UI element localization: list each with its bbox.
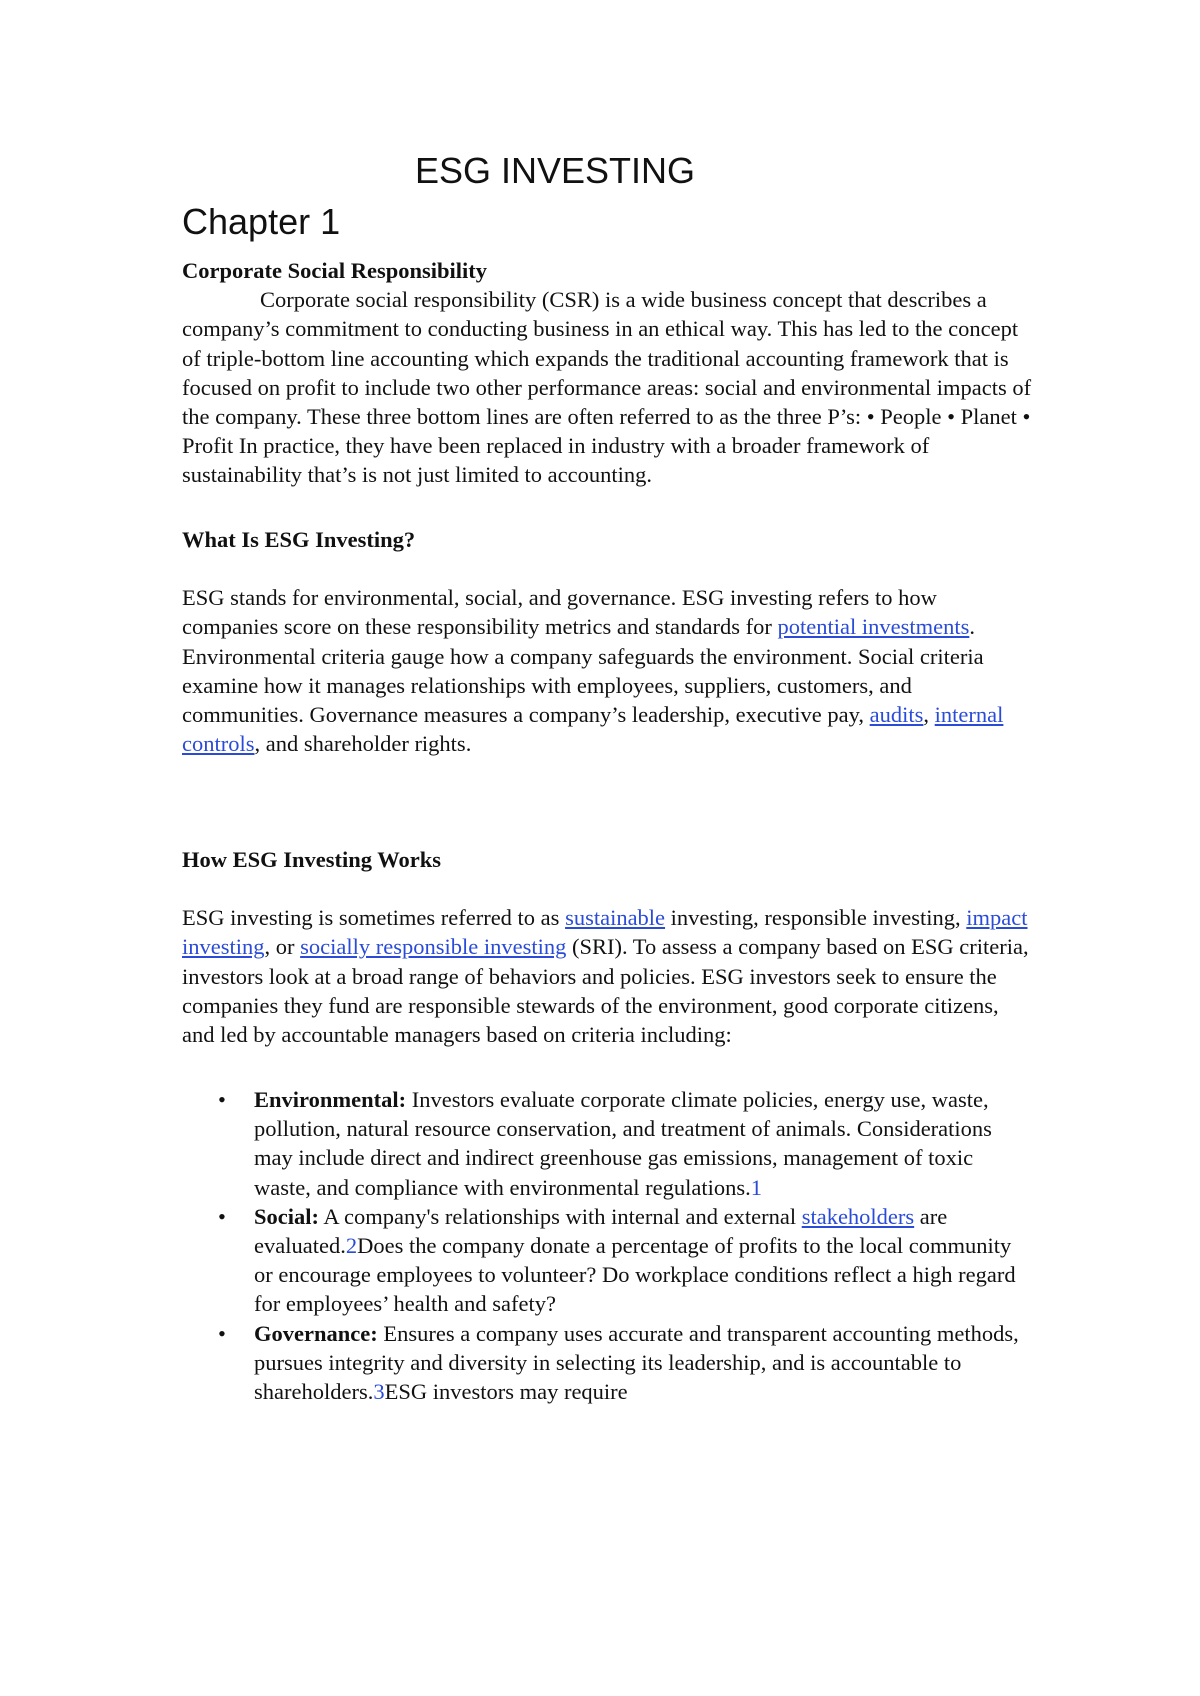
what-text-1: ESG stands for environmental, social, and governance. ESG investing refers to how companies score on these responsibility metrics and standards for: [182, 585, 937, 640]
what-text-4: , and shareholder rights.: [254, 731, 472, 757]
csr-section: [182, 256, 1032, 490]
impact-investing-link[interactable]: impact investing: [182, 905, 1028, 960]
footnote-ref-1[interactable]: 1: [750, 1174, 762, 1200]
potential-investments-link[interactable]: potential investments: [777, 614, 970, 640]
footnote-ref-3[interactable]: 3: [373, 1379, 385, 1405]
internal-controls-link[interactable]: internal controls: [182, 702, 1004, 757]
environmental-text: Investors evaluate corporate climate policies, energy use, waste, pollution, natural resource conservation, and treatment of animals. Considerations may include direct and indirect greenhouse gas emissions, management of toxic waste, and compliance with environmental regulations.: [254, 1087, 992, 1200]
criteria-list: [182, 1085, 1032, 1406]
criteria-list-section: [182, 1085, 1032, 1406]
list-item-social: [182, 1202, 1032, 1319]
social-text-3: Does the company donate a percentage of profits to the local community or encourage employees to volunteer? Do workplace conditions reflect a high regard for employees’ health and safety?: [254, 1233, 1016, 1317]
what-paragraph: [182, 583, 1032, 758]
sustainable-link[interactable]: sustainable: [565, 905, 666, 931]
how-heading: How ESG Investing Works: [182, 847, 442, 872]
bullet-icon: •: [218, 1203, 226, 1229]
social-text-2: are evaluated.: [254, 1203, 948, 1259]
csr-body-text: Corporate social responsibility (CSR) is a wide business concept that describes a company’s commitment to conducting business in an ethical way. This has led to the concept of triple-bottom line accounting which expands the traditional accounting framework that is focused on profit to include two other performance areas: social and environmental impacts of the company. These three bottom lines are often referred to as the three P’s: • People • Planet • Profit In practice, they have been replaced in industry with a broader framework of sustainability that’s is not just limited to accounting.: [182, 287, 1032, 488]
governance-label: Governance:: [254, 1320, 378, 1346]
how-paragraph: [182, 903, 1032, 1049]
how-text-1: ESG investing is sometimes referred to as: [182, 905, 566, 931]
governance-text-2: ESG investors may require: [384, 1379, 628, 1405]
social-label: Social:: [254, 1203, 319, 1229]
environmental-label: Environmental:: [254, 1087, 407, 1112]
how-text-4: (SRI). To assess a company based on ESG criteria, investors look at a broad range of behaviors and policies. ESG investors seek to ensure the companies they fund are responsible stewards of the environment, good corporate citizens, and led by accountable managers based on criteria including:: [182, 934, 1029, 1048]
csr-paragraph: [182, 285, 1032, 489]
what-text-2: . Environmental criteria gauge how a company safeguards the environment. Social criteria examine how it manages relationships with employees, suppliers, customers, and communities. Governance measures a company’s leadership, executive pay,: [182, 614, 984, 728]
list-item-governance: [182, 1319, 1032, 1407]
how-text-2: investing, responsible investing,: [665, 905, 967, 931]
spacer: [182, 554, 1032, 583]
spacer: [182, 874, 1032, 903]
footnote-ref-2[interactable]: 2: [345, 1233, 358, 1259]
governance-text-1: Ensures a company uses accurate and transparent accounting methods, pursues integrity and diversity in selecting its leadership, and is accountable to shareholders.: [254, 1320, 1019, 1405]
social-text-1: A company's relationships with internal and external: [319, 1203, 802, 1229]
what-section: [182, 525, 1032, 758]
list-item-environmental: [182, 1085, 1032, 1202]
how-section: [182, 845, 1032, 1049]
how-text-3: , or: [264, 934, 301, 960]
bullet-icon: •: [218, 1320, 226, 1346]
csr-heading: Corporate Social Responsibility: [182, 258, 488, 283]
what-text-3: ,: [923, 702, 935, 728]
bullet-icon: •: [218, 1087, 226, 1112]
socially-responsible-investing-link[interactable]: socially responsible investing: [300, 934, 567, 960]
document-title: ESG INVESTING: [414, 150, 696, 191]
what-heading: What Is ESG Investing?: [182, 527, 416, 552]
chapter-heading: Chapter 1: [182, 201, 341, 242]
audits-link[interactable]: audits: [869, 702, 924, 728]
stakeholders-link[interactable]: stakeholders: [801, 1203, 915, 1229]
